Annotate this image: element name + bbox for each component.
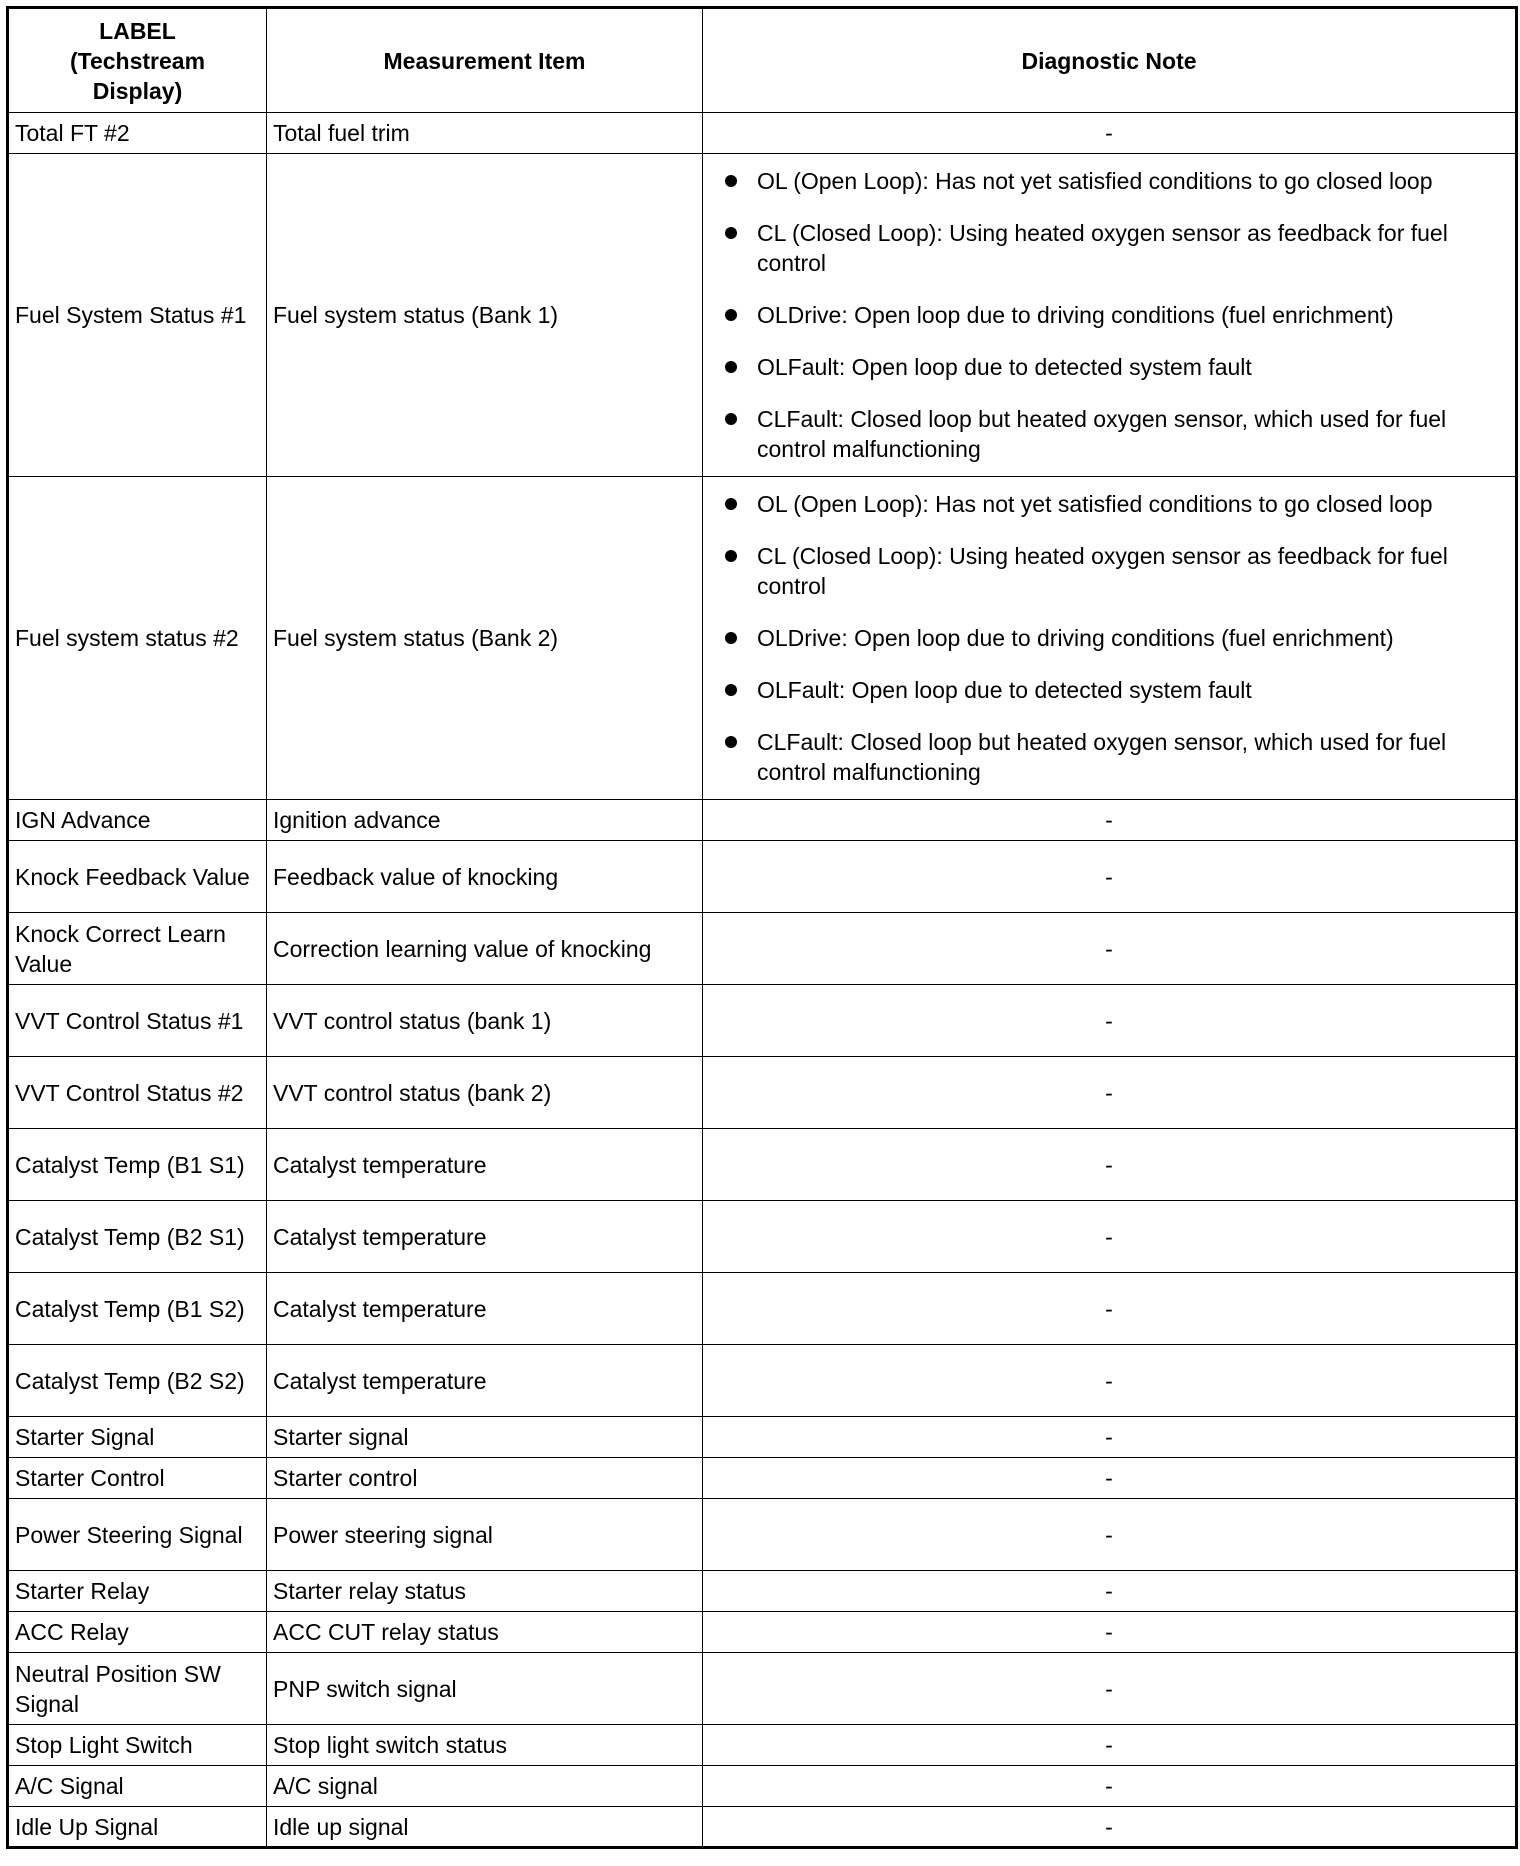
note-text: CL (Closed Loop): Using heated oxygen sensor as feedback for fuel control bbox=[757, 543, 1448, 599]
note-text: OLDrive: Open loop due to driving conditions (fuel enrichment) bbox=[757, 625, 1394, 651]
cell-diagnostic-note bbox=[703, 154, 1517, 477]
note-text: OLFault: Open loop due to detected system fault bbox=[757, 354, 1252, 380]
table-row bbox=[8, 1345, 1517, 1417]
cell-diagnostic-note: - bbox=[703, 800, 1517, 841]
cell-label: A/C Signal bbox=[8, 1766, 267, 1807]
cell-diagnostic-note: - bbox=[703, 1612, 1517, 1653]
cell-label: Catalyst Temp (B2 S2) bbox=[8, 1345, 267, 1417]
fuel-status-note-list bbox=[723, 489, 1509, 787]
cell-diagnostic-note: - bbox=[703, 1057, 1517, 1129]
cell-label: Fuel System Status #1 bbox=[8, 154, 267, 477]
cell-diagnostic-note: - bbox=[703, 1458, 1517, 1499]
bullet-icon bbox=[725, 361, 737, 373]
cell-diagnostic-note: - bbox=[703, 1129, 1517, 1201]
table-row bbox=[8, 1807, 1517, 1848]
bullet-icon bbox=[725, 413, 737, 425]
table-row bbox=[8, 113, 1517, 154]
table-row bbox=[8, 154, 1517, 477]
cell-measurement-item: Catalyst temperature bbox=[267, 1129, 703, 1201]
cell-diagnostic-note: - bbox=[703, 1345, 1517, 1417]
cell-label: Stop Light Switch bbox=[8, 1725, 267, 1766]
header-diagnostic-note: Diagnostic Note bbox=[703, 8, 1517, 113]
header-label bbox=[8, 8, 267, 113]
cell-label: Catalyst Temp (B2 S1) bbox=[8, 1201, 267, 1273]
bullet-icon bbox=[725, 632, 737, 644]
note-text: OLFault: Open loop due to detected system fault bbox=[757, 677, 1252, 703]
cell-diagnostic-note: - bbox=[703, 1653, 1517, 1725]
table-header-row bbox=[8, 8, 1517, 113]
table-row bbox=[8, 1653, 1517, 1725]
cell-measurement-item: Starter signal bbox=[267, 1417, 703, 1458]
header-label-line3: Display) bbox=[92, 77, 183, 104]
bullet-icon bbox=[725, 309, 737, 321]
bullet-icon bbox=[725, 498, 737, 510]
table-row bbox=[8, 477, 1517, 800]
bullet-icon bbox=[725, 550, 737, 562]
note-text: OL (Open Loop): Has not yet satisfied conditions to go closed loop bbox=[757, 168, 1433, 194]
table-row bbox=[8, 913, 1517, 985]
cell-measurement-item: Feedback value of knocking bbox=[267, 841, 703, 913]
cell-measurement-item: Stop light switch status bbox=[267, 1725, 703, 1766]
cell-measurement-item: Catalyst temperature bbox=[267, 1201, 703, 1273]
table-row bbox=[8, 1725, 1517, 1766]
cell-diagnostic-note: - bbox=[703, 1273, 1517, 1345]
cell-measurement-item: Fuel system status (Bank 2) bbox=[267, 477, 703, 800]
data-list-table bbox=[6, 6, 1518, 1849]
cell-diagnostic-note: - bbox=[703, 1417, 1517, 1458]
cell-measurement-item: Idle up signal bbox=[267, 1807, 703, 1848]
note-text: OL (Open Loop): Has not yet satisfied conditions to go closed loop bbox=[757, 491, 1433, 517]
bullet-icon bbox=[725, 227, 737, 239]
cell-label: VVT Control Status #2 bbox=[8, 1057, 267, 1129]
cell-measurement-item: VVT control status (bank 2) bbox=[267, 1057, 703, 1129]
cell-label: Knock Feedback Value bbox=[8, 841, 267, 913]
list-item bbox=[723, 218, 1509, 278]
table-row bbox=[8, 1571, 1517, 1612]
table-row bbox=[8, 800, 1517, 841]
list-item bbox=[723, 623, 1509, 653]
cell-label: Starter Relay bbox=[8, 1571, 267, 1612]
header-label-line1: LABEL bbox=[99, 17, 176, 44]
cell-measurement-item: VVT control status (bank 1) bbox=[267, 985, 703, 1057]
cell-label: Knock Correct Learn Value bbox=[8, 913, 267, 985]
cell-diagnostic-note: - bbox=[703, 1499, 1517, 1571]
cell-measurement-item: A/C signal bbox=[267, 1766, 703, 1807]
cell-label: VVT Control Status #1 bbox=[8, 985, 267, 1057]
table-row bbox=[8, 1201, 1517, 1273]
list-item bbox=[723, 166, 1509, 196]
list-item bbox=[723, 404, 1509, 464]
table-row bbox=[8, 985, 1517, 1057]
list-item bbox=[723, 300, 1509, 330]
cell-label: Starter Control bbox=[8, 1458, 267, 1499]
table-row bbox=[8, 1458, 1517, 1499]
cell-label: Catalyst Temp (B1 S2) bbox=[8, 1273, 267, 1345]
fuel-status-note-list bbox=[723, 166, 1509, 464]
list-item bbox=[723, 675, 1509, 705]
cell-diagnostic-note bbox=[703, 477, 1517, 800]
cell-diagnostic-note: - bbox=[703, 913, 1517, 985]
cell-label: IGN Advance bbox=[8, 800, 267, 841]
bullet-icon bbox=[725, 736, 737, 748]
table-row bbox=[8, 1417, 1517, 1458]
cell-label: Idle Up Signal bbox=[8, 1807, 267, 1848]
list-item bbox=[723, 541, 1509, 601]
cell-label: ACC Relay bbox=[8, 1612, 267, 1653]
cell-diagnostic-note: - bbox=[703, 113, 1517, 154]
cell-label: Catalyst Temp (B1 S1) bbox=[8, 1129, 267, 1201]
bullet-icon bbox=[725, 175, 737, 187]
table-row bbox=[8, 1273, 1517, 1345]
cell-diagnostic-note: - bbox=[703, 1201, 1517, 1273]
cell-measurement-item: ACC CUT relay status bbox=[267, 1612, 703, 1653]
list-item bbox=[723, 489, 1509, 519]
cell-diagnostic-note: - bbox=[703, 1725, 1517, 1766]
cell-label: Power Steering Signal bbox=[8, 1499, 267, 1571]
note-text: CL (Closed Loop): Using heated oxygen sensor as feedback for fuel control bbox=[757, 220, 1448, 276]
table-row bbox=[8, 1766, 1517, 1807]
header-measurement-item: Measurement Item bbox=[267, 8, 703, 113]
cell-diagnostic-note: - bbox=[703, 1807, 1517, 1848]
cell-measurement-item: Catalyst temperature bbox=[267, 1273, 703, 1345]
cell-diagnostic-note: - bbox=[703, 1571, 1517, 1612]
cell-measurement-item: Ignition advance bbox=[267, 800, 703, 841]
cell-measurement-item: Starter control bbox=[267, 1458, 703, 1499]
table-row bbox=[8, 1612, 1517, 1653]
list-item bbox=[723, 352, 1509, 382]
cell-diagnostic-note: - bbox=[703, 841, 1517, 913]
cell-measurement-item: PNP switch signal bbox=[267, 1653, 703, 1725]
cell-label: Fuel system status #2 bbox=[8, 477, 267, 800]
cell-measurement-item: Power steering signal bbox=[267, 1499, 703, 1571]
cell-label: Total FT #2 bbox=[8, 113, 267, 154]
cell-measurement-item: Total fuel trim bbox=[267, 113, 703, 154]
header-label-line2: (Techstream bbox=[69, 47, 206, 74]
table-row bbox=[8, 1499, 1517, 1571]
cell-label: Neutral Position SW Signal bbox=[8, 1653, 267, 1725]
cell-diagnostic-note: - bbox=[703, 985, 1517, 1057]
cell-diagnostic-note: - bbox=[703, 1766, 1517, 1807]
table-row bbox=[8, 1129, 1517, 1201]
cell-label: Starter Signal bbox=[8, 1417, 267, 1458]
cell-measurement-item: Starter relay status bbox=[267, 1571, 703, 1612]
table-row bbox=[8, 841, 1517, 913]
note-text: CLFault: Closed loop but heated oxygen sensor, which used for fuel control malfunctioning bbox=[757, 729, 1447, 785]
cell-measurement-item: Fuel system status (Bank 1) bbox=[267, 154, 703, 477]
note-text: OLDrive: Open loop due to driving conditions (fuel enrichment) bbox=[757, 302, 1394, 328]
note-text: CLFault: Closed loop but heated oxygen sensor, which used for fuel control malfunctioning bbox=[757, 406, 1447, 462]
cell-measurement-item: Catalyst temperature bbox=[267, 1345, 703, 1417]
table-row bbox=[8, 1057, 1517, 1129]
cell-measurement-item: Correction learning value of knocking bbox=[267, 913, 703, 985]
bullet-icon bbox=[725, 684, 737, 696]
list-item bbox=[723, 727, 1509, 787]
